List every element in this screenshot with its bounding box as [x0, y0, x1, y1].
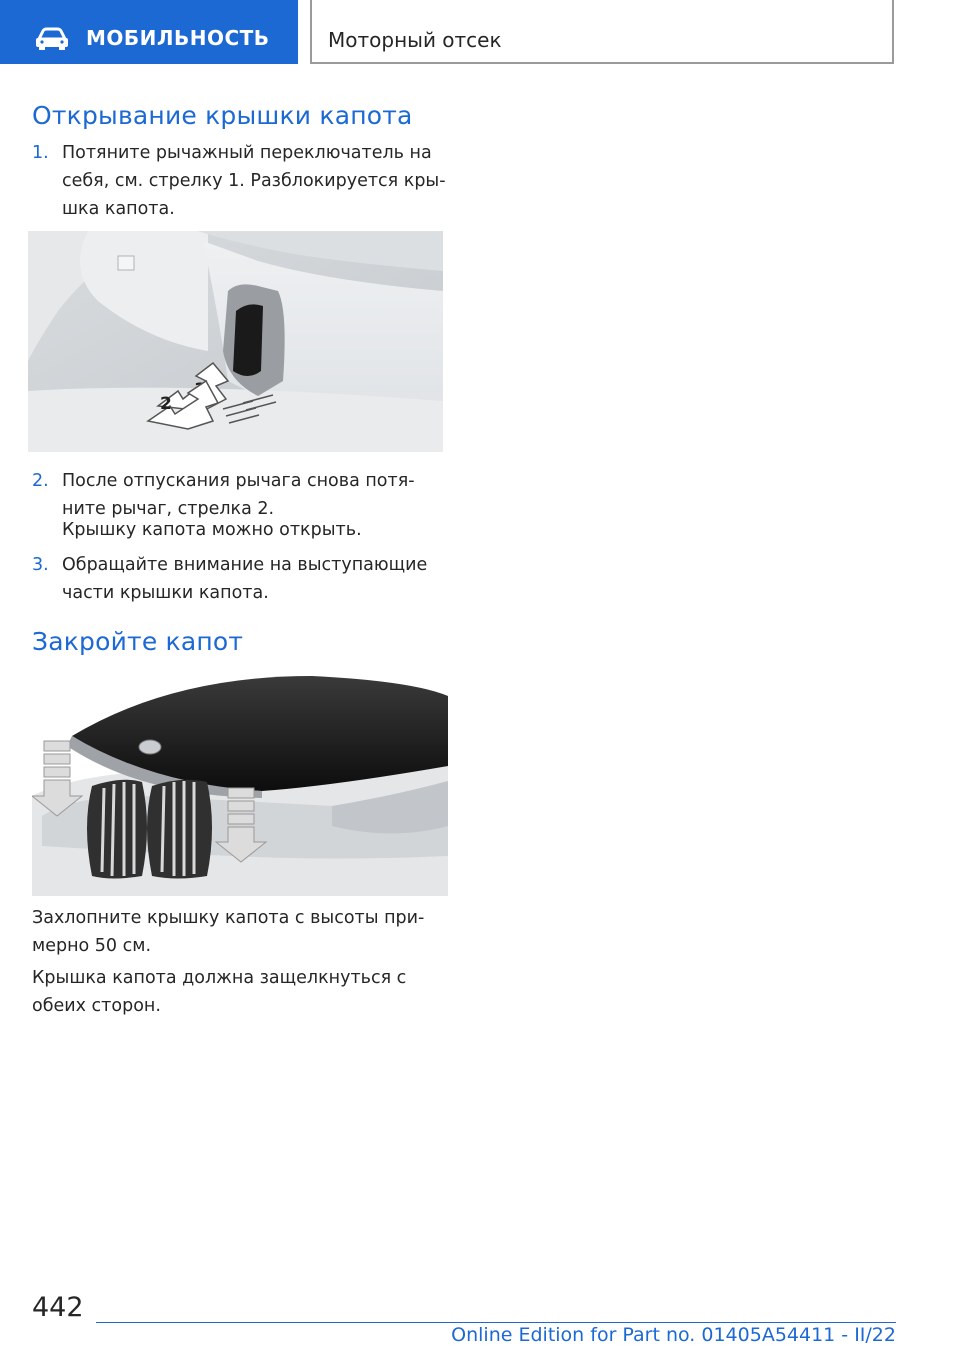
step-3	[32, 551, 448, 607]
step-1	[32, 139, 448, 223]
step-2-note: Крышку капота можно открыть.	[62, 520, 362, 540]
edition-link[interactable]: Online Edition for Part no. 01405A54411 - II/22	[451, 1324, 896, 1346]
car-icon	[34, 27, 70, 51]
step-text: Обращайте внимание на выступающие части крышки капота.	[62, 555, 428, 603]
page-number: 442	[32, 1292, 84, 1323]
chapter-header	[310, 0, 894, 64]
step-number: 2.	[32, 471, 49, 491]
figure-hood-release-lever	[28, 231, 443, 452]
step-number: 1.	[32, 143, 49, 163]
close-hood-para-1: Захлопните крышку капота с высоты при-мерно 50 см.	[32, 908, 425, 956]
section-tab[interactable]	[0, 0, 298, 64]
figure-close-hood	[32, 676, 448, 896]
arrow-label-2: 2	[160, 394, 172, 414]
heading-open-hood: Открывание крышки капота	[32, 101, 413, 130]
section-label: МОБИЛЬНОСТЬ	[86, 26, 270, 50]
footer-rule	[96, 1322, 896, 1323]
step-number: 3.	[32, 555, 49, 575]
heading-close-hood: Закройте капот	[32, 627, 244, 656]
close-hood-para-2: Крышка капота должна защелкнуться с обеих сторон.	[32, 968, 407, 1016]
step-text: После отпускания рычага снова потя-ните рычаг, стрелка 2.	[62, 471, 415, 519]
step-text: Потяните рычажный переключатель на себя, см. стрелку 1. Разблокируется кры-шка капота.	[62, 143, 446, 219]
step-2	[32, 467, 448, 523]
chapter-title: Моторный отсек	[328, 28, 502, 52]
